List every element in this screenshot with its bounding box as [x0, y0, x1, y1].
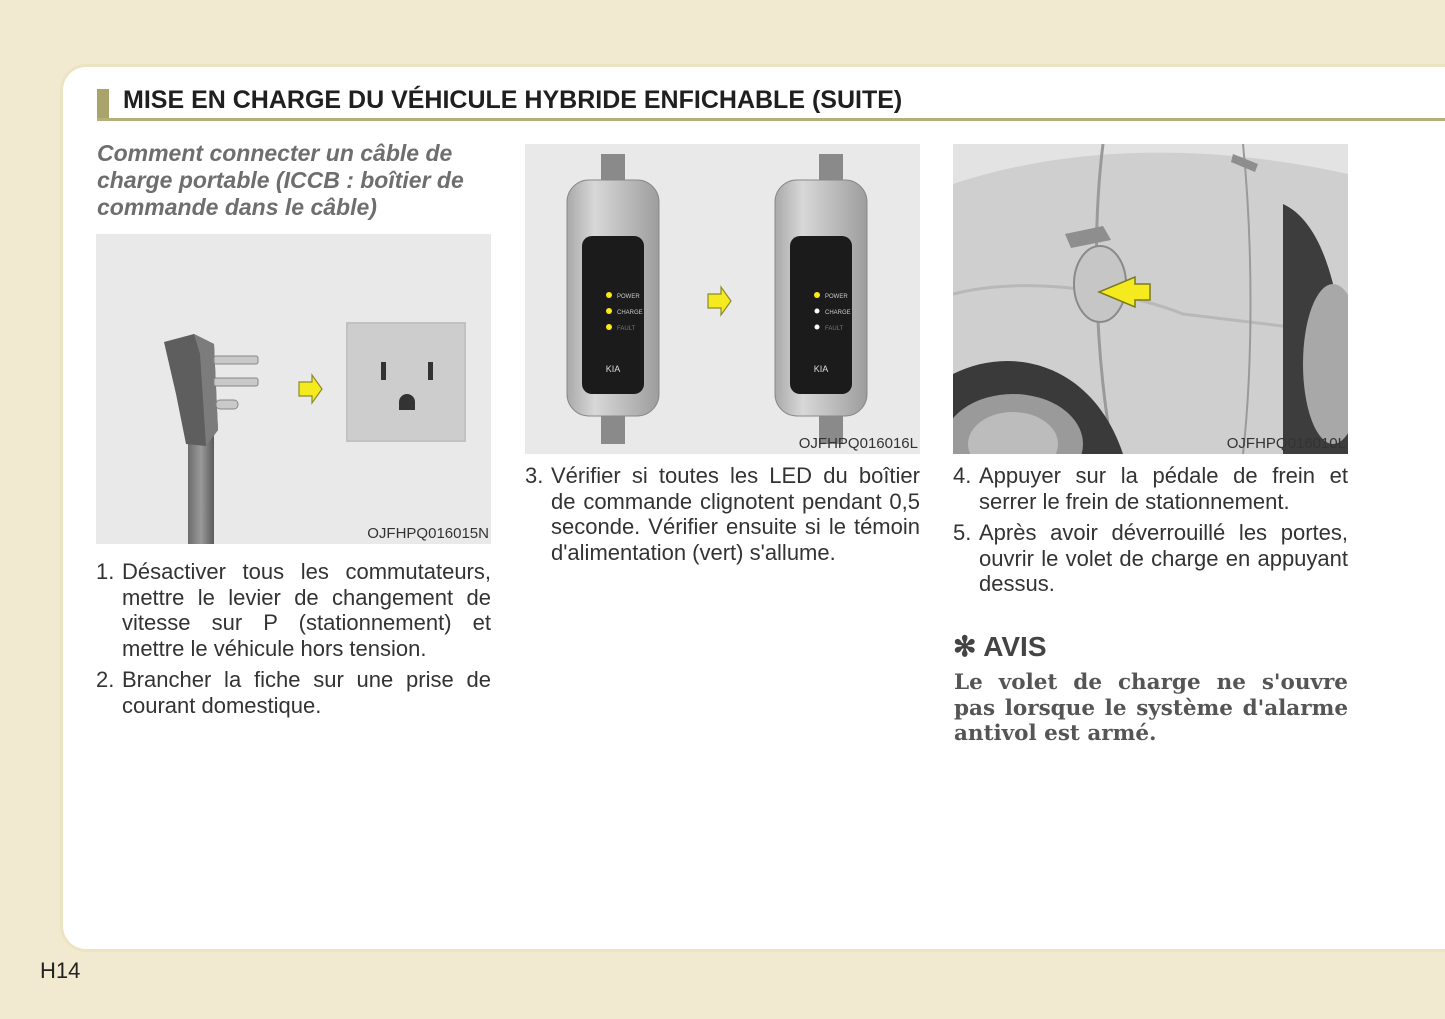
page-title: MISE EN CHARGE DU VÉHICULE HYBRIDE ENFICHABLE (SUITE): [123, 86, 903, 114]
svg-text:POWER: POWER: [617, 294, 640, 300]
notice-text: Le volet de charge ne s'ouvre pas lorsque le système d'alarme antivol est armé.: [954, 670, 1348, 746]
figure-caption: OJFHPQ016016L: [798, 435, 918, 452]
figure-control-box: [525, 144, 920, 454]
list-item: 4. Appuyer sur la pédale de frein et serrer le frein de stationnement.: [953, 463, 1348, 514]
svg-text:POWER: POWER: [825, 294, 848, 300]
section-header: [97, 86, 1445, 121]
svg-text:FAULT: FAULT: [825, 326, 844, 332]
list-item: 2. Brancher la fiche sur une prise de courant domestique.: [96, 667, 491, 718]
steps-column-1: [96, 559, 491, 724]
steps-column-3: [953, 463, 1348, 603]
control-box-right: [775, 154, 867, 444]
svg-text:KIA: KIA: [605, 364, 621, 374]
arrow-icon: [708, 287, 731, 315]
plug-and-outlet-illustration: [96, 234, 491, 544]
control-box-left: [567, 154, 659, 444]
steps-column-2: [525, 463, 920, 571]
figure-caption: OJFHPQ016010L: [1226, 435, 1346, 452]
svg-text:KIA: KIA: [813, 364, 829, 374]
list-item: 1. Désactiver tous les commutateurs, mettre le levier de changement de vitesse sur P (stationnement) et mettre le véhicule hors tension.: [96, 559, 491, 661]
figure-charge-door: [953, 144, 1348, 454]
figure-caption: OJFHPQ016015N: [367, 525, 489, 542]
car-charge-door-illustration: [953, 144, 1348, 454]
page-number: H14: [40, 958, 81, 983]
svg-text:FAULT: FAULT: [617, 326, 636, 332]
list-item: 3. Vérifier si toutes les LED du boîtier de commande clignotent pendant 0,5 seconde. Vérifier ensuite si le témoin d'alimentation (vert) s'allume.: [525, 463, 920, 565]
svg-text:CHARGE: CHARGE: [617, 310, 643, 316]
notice-title: ✻ AVIS: [953, 631, 1047, 662]
section-subtitle: Comment connecter un câble de charge portable (ICCB : boîtier de commande dans le câble): [97, 140, 464, 220]
list-item: 5. Après avoir déverrouillé les portes, ouvrir le volet de charge en appuyant dessus.: [953, 520, 1348, 596]
control-box-illustration: [525, 144, 920, 454]
header-accent: [97, 89, 109, 118]
svg-text:CHARGE: CHARGE: [825, 310, 851, 316]
figure-plug-outlet: [96, 234, 491, 544]
asterisk-icon: ✻: [953, 631, 977, 662]
